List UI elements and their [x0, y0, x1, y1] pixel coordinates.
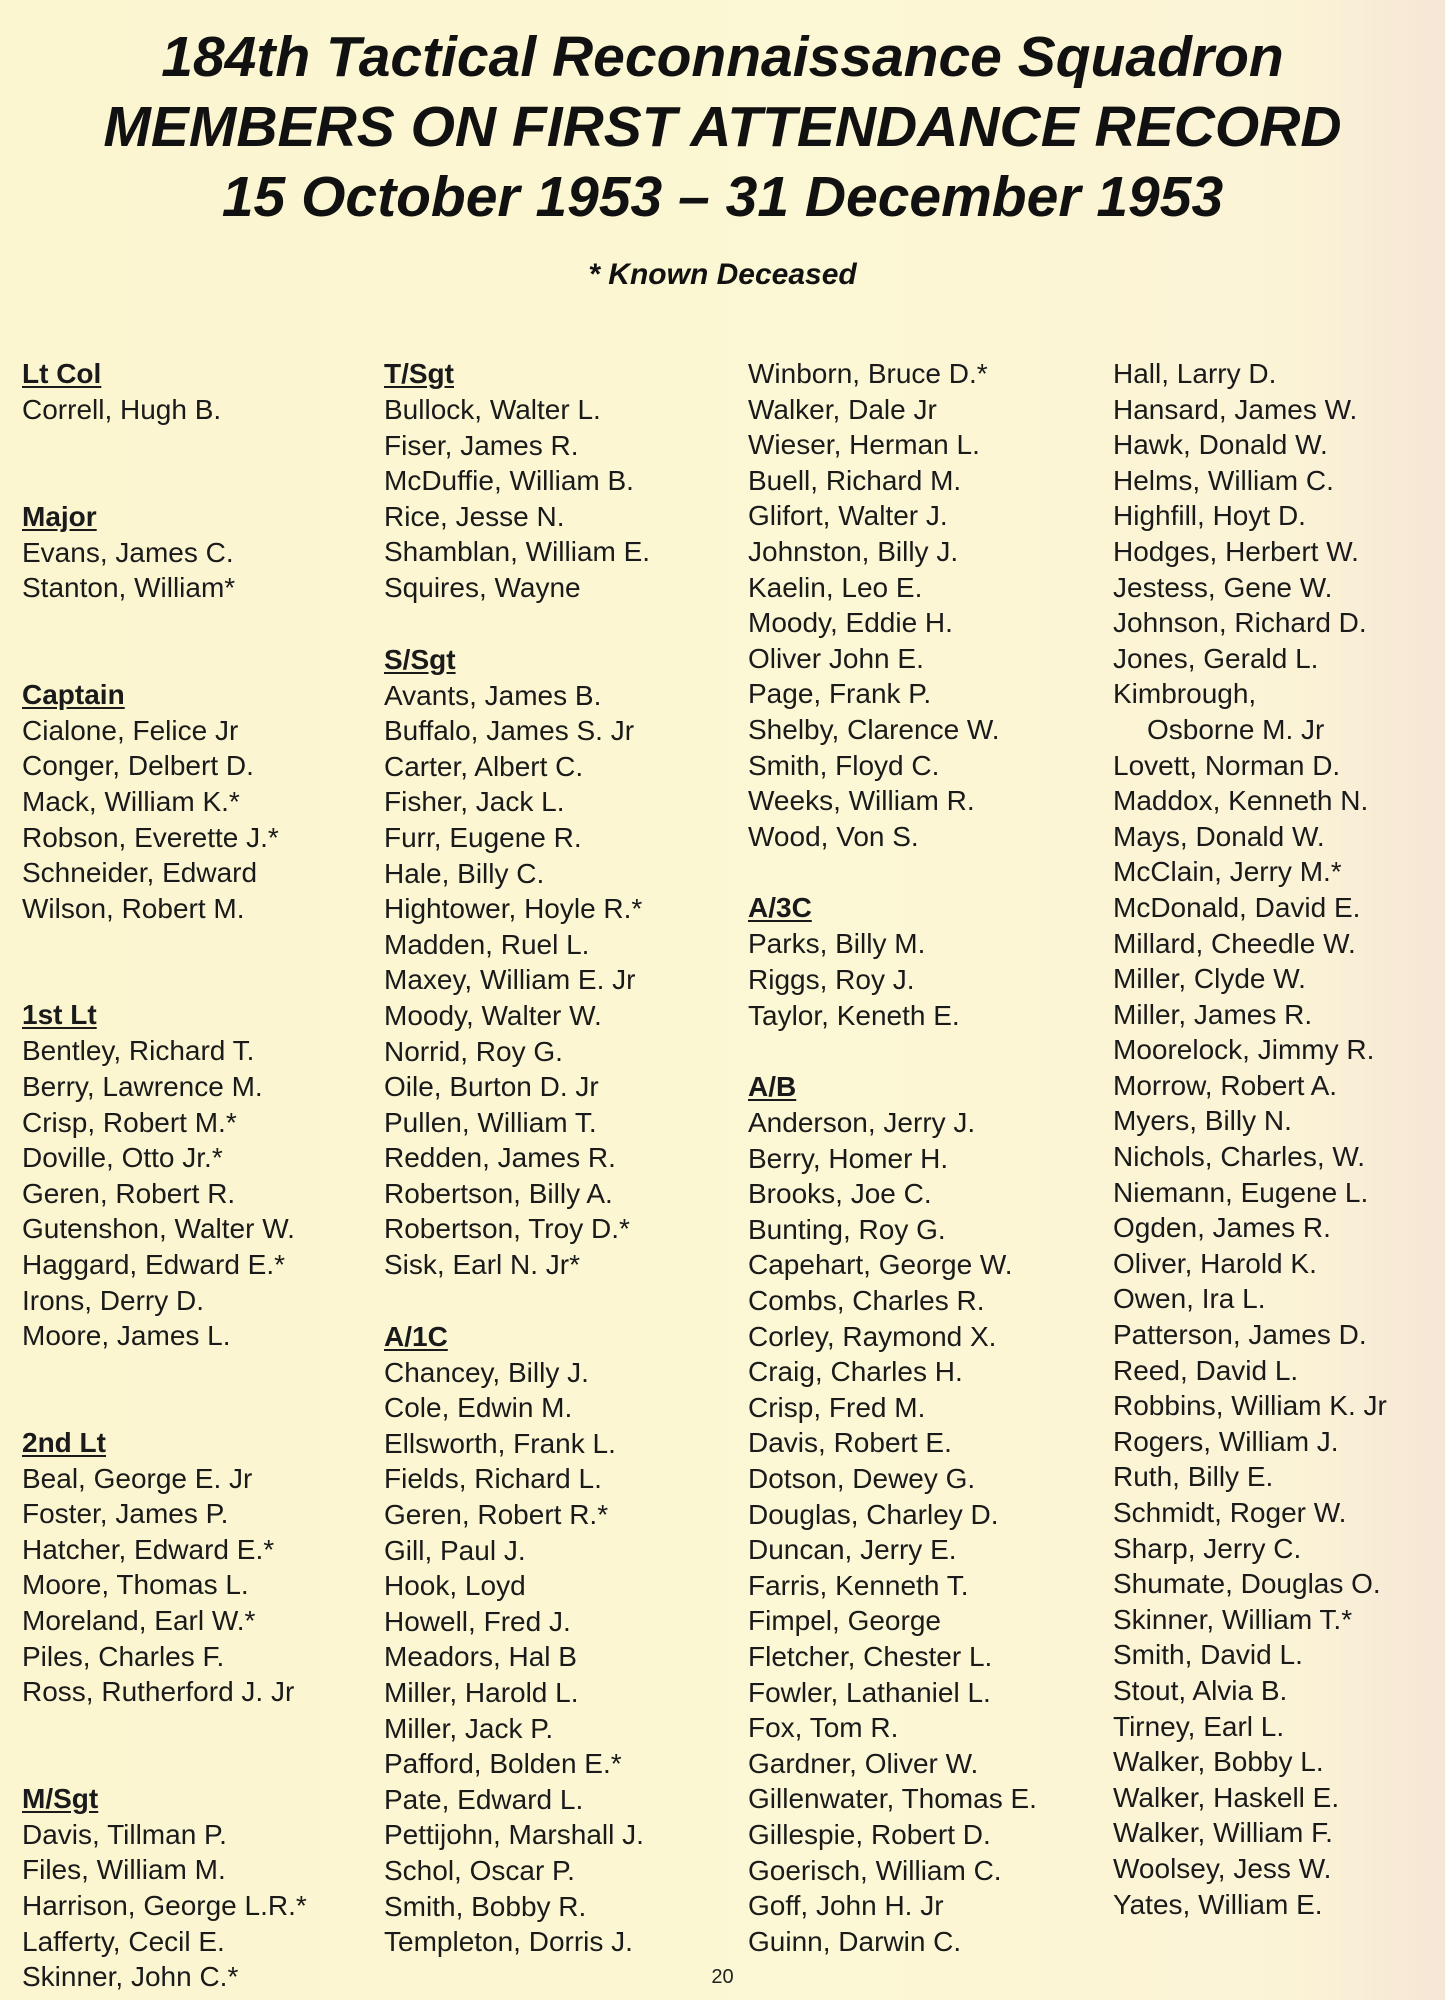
member-name: Moore, James L.: [22, 1320, 231, 1352]
member-name: Stout, Alvia B.: [1113, 1674, 1288, 1706]
member-name: Robertson, Troy D.*: [384, 1213, 630, 1245]
member-name: Walker, Dale Jr: [748, 393, 937, 425]
member-name: Morrow, Robert A.: [1113, 1069, 1338, 1101]
member-name: Files, William M.: [22, 1854, 226, 1886]
column-4: [1113, 356, 1445, 1922]
member-name: Haggard, Edward E.*: [22, 1248, 286, 1280]
rank-heading: Captain: [22, 678, 125, 710]
member-name: Lovett, Norman D.: [1113, 749, 1341, 781]
member-name: Cialone, Felice Jr: [22, 714, 239, 746]
member-name: Avants, James B.: [384, 679, 602, 711]
member-name: Farris, Kenneth T.: [748, 1569, 969, 1601]
group-spacer: [22, 1354, 382, 1425]
member-name: Norrid, Roy G.: [384, 1035, 563, 1067]
member-name: Ruth, Billy E.: [1113, 1461, 1274, 1493]
member-name: Woolsey, Jess W.: [1113, 1852, 1332, 1884]
member-name: Davis, Tillman P.: [22, 1818, 227, 1850]
member-name: Douglas, Charley D.: [748, 1498, 999, 1530]
member-name: McDonald, David E.: [1113, 891, 1361, 923]
member-name: Bentley, Richard T.: [22, 1035, 255, 1067]
member-name: Shumate, Douglas O.: [1113, 1568, 1381, 1600]
member-name: Goerisch, William C.: [748, 1854, 1002, 1886]
member-name: Hook, Loyd: [384, 1570, 526, 1602]
member-name: Niemann, Eugene L.: [1113, 1176, 1369, 1208]
member-name: Shamblan, William E.: [384, 536, 651, 568]
member-name: Crisp, Robert M.*: [22, 1106, 237, 1138]
member-name: McDuffie, William B.: [384, 465, 634, 497]
member-name: Buell, Richard M.: [748, 464, 962, 496]
column-2: [384, 356, 744, 1960]
member-name: Bullock, Walter L.: [384, 394, 601, 425]
member-name: Moody, Eddie H.: [748, 607, 953, 639]
member-name: Correll, Hugh B.: [22, 394, 222, 425]
member-name: Johnson, Richard D.: [1113, 607, 1367, 639]
member-name: Helms, William C.: [1113, 464, 1334, 496]
member-name: Millard, Cheedle W.: [1113, 927, 1356, 959]
member-name: Fowler, Lathaniel L.: [748, 1676, 991, 1708]
member-name: Moody, Walter W.: [384, 999, 602, 1031]
title-line-1: 184th Tactical Reconnaissance Squadron: [161, 25, 1284, 89]
member-name: Anderson, Jerry J.: [748, 1107, 976, 1139]
rank-heading: A/B: [748, 1071, 797, 1103]
member-name: Fields, Richard L.: [384, 1463, 602, 1495]
member-name: Patterson, James D.: [1113, 1319, 1367, 1351]
group-spacer: [22, 428, 382, 499]
member-name: Pate, Edward L.: [384, 1783, 584, 1815]
member-name: Gillespie, Robert D.: [748, 1818, 991, 1850]
member-name: Carter, Albert C.: [384, 750, 584, 782]
group-spacer: [748, 1033, 1108, 1069]
member-name: Parks, Billy M.: [748, 928, 926, 960]
group-spacer: [22, 926, 382, 997]
member-name: Meadors, Hal B: [384, 1641, 577, 1673]
page-title: [0, 22, 1445, 232]
column-3: [748, 356, 1108, 1959]
group-spacer: [384, 1283, 744, 1319]
member-name: Pullen, William T.: [384, 1106, 597, 1138]
member-name: Fimpel, George: [748, 1605, 941, 1637]
member-name: Maddox, Kenneth N.: [1113, 785, 1369, 817]
member-name: Craig, Charles H.: [748, 1356, 963, 1388]
column-1: [22, 356, 382, 1995]
member-name: Walker, Haskell E.: [1113, 1781, 1340, 1813]
member-name: Moreland, Earl W.*: [22, 1605, 256, 1637]
member-name: Piles, Charles F.: [22, 1640, 225, 1672]
member-name: Moore, Thomas L.: [22, 1569, 249, 1601]
member-name: Templeton, Dorris J.: [384, 1926, 633, 1958]
member-name: Robbins, William K. Jr: [1113, 1390, 1387, 1422]
member-name: Ogden, James R.: [1113, 1212, 1331, 1244]
member-name: Conger, Delbert D.: [22, 750, 254, 782]
member-name: Wieser, Herman L.: [748, 429, 980, 461]
member-name: Lafferty, Cecil E.: [22, 1925, 225, 1957]
member-name: Rogers, William J.: [1113, 1425, 1339, 1457]
member-name: Kaelin, Leo E.: [748, 571, 923, 603]
title-line-2: MEMBERS ON FIRST ATTENDANCE RECORD: [103, 95, 1342, 159]
member-name: Gillenwater, Thomas E.: [748, 1783, 1037, 1815]
member-name: Dotson, Dewey G.: [748, 1463, 976, 1495]
member-name: Madden, Ruel L.: [384, 928, 590, 960]
member-name: Kimbrough,: [1113, 678, 1257, 710]
member-name: Brooks, Joe C.: [748, 1178, 932, 1210]
member-name: Wood, Von S.: [748, 820, 919, 852]
member-name: Robson, Everette J.*: [22, 821, 279, 853]
member-name: Miller, James R.: [1113, 998, 1313, 1030]
title-line-3: 15 October 1953 – 31 December 1953: [221, 165, 1224, 229]
member-name: Geren, Robert R.*: [384, 1499, 609, 1531]
member-name: McClain, Jerry M.*: [1113, 856, 1342, 888]
member-name: Ellsworth, Frank L.: [384, 1427, 616, 1459]
member-name: Gardner, Oliver W.: [748, 1747, 979, 1779]
member-name: Johnston, Billy J.: [748, 535, 959, 567]
member-name: Combs, Charles R.: [748, 1285, 985, 1317]
member-name: Owen, Ira L.: [1113, 1283, 1266, 1315]
rank-heading: T/Sgt: [384, 358, 454, 389]
rank-heading: 1st Lt: [22, 999, 97, 1031]
rank-group: [384, 1319, 744, 1960]
member-name: Schneider, Edward: [22, 857, 258, 889]
member-name: Hatcher, Edward E.*: [22, 1533, 275, 1565]
rank-group: [22, 1781, 382, 1995]
member-name: Harrison, George L.R.*: [22, 1890, 307, 1922]
member-name: Chancey, Billy J.: [384, 1356, 589, 1388]
member-name: Weeks, William R.: [748, 785, 975, 817]
member-name: Jestess, Gene W.: [1113, 571, 1333, 603]
member-name: Osborne M. Jr: [1147, 713, 1325, 745]
member-name: Smith, Floyd C.: [748, 749, 940, 781]
member-name: Hightower, Hoyle R.*: [384, 893, 643, 925]
member-name: Moorelock, Jimmy R.: [1113, 1034, 1375, 1066]
member-name: Rice, Jesse N.: [384, 500, 565, 532]
member-name: Bunting, Roy G.: [748, 1213, 946, 1245]
member-name: Reed, David L.: [1113, 1354, 1299, 1386]
rank-heading: S/Sgt: [384, 643, 456, 675]
member-name: Miller, Jack P.: [384, 1712, 554, 1744]
rank-heading: A/3C: [748, 892, 812, 924]
member-name: Geren, Robert R.: [22, 1177, 236, 1209]
member-name: Skinner, John C.*: [22, 1961, 239, 1993]
member-name: Yates, William E.: [1113, 1888, 1323, 1920]
member-name: Wilson, Robert M.: [22, 892, 245, 924]
member-name: Page, Frank P.: [748, 678, 932, 710]
member-name: Walker, William F.: [1113, 1817, 1333, 1849]
rank-heading: Major: [22, 500, 97, 532]
rank-group: [22, 499, 382, 606]
member-name: Mays, Donald W.: [1113, 820, 1325, 852]
member-name: Fisher, Jack L.: [384, 786, 565, 818]
member-name: Goff, John H. Jr: [748, 1890, 944, 1922]
member-name: Glifort, Walter J.: [748, 500, 948, 532]
member-name: Capehart, George W.: [748, 1249, 1013, 1281]
member-name: Pafford, Bolden E.*: [384, 1748, 622, 1780]
member-name: Myers, Billy N.: [1113, 1105, 1292, 1137]
member-name: Duncan, Jerry E.: [748, 1534, 957, 1566]
member-name: Foster, James P.: [22, 1498, 229, 1530]
rank-group: [1113, 356, 1445, 1922]
member-name: Fiser, James R.: [384, 429, 579, 461]
member-name: Oliver, Harold K.: [1113, 1247, 1317, 1279]
rank-heading: 2nd Lt: [22, 1426, 106, 1458]
rank-group: [748, 1069, 1108, 1959]
member-name: Corley, Raymond X.: [748, 1320, 997, 1352]
rank-group: [22, 997, 382, 1353]
member-name: Howell, Fred J.: [384, 1605, 571, 1637]
member-name: Jones, Gerald L.: [1113, 642, 1319, 674]
member-name: Schmidt, Roger W.: [1113, 1497, 1347, 1528]
member-name: Redden, James R.: [384, 1142, 616, 1174]
rank-group: [22, 356, 382, 428]
member-name: Sisk, Earl N. Jr*: [384, 1249, 581, 1281]
rank-heading: A/1C: [384, 1320, 448, 1352]
member-name: Crisp, Fred M.: [748, 1391, 926, 1423]
member-name: Schol, Oscar P.: [384, 1854, 575, 1886]
rank-group: [748, 890, 1108, 1033]
member-name: Fox, Tom R.: [748, 1712, 899, 1744]
member-name: Skinner, William T.*: [1113, 1603, 1353, 1635]
member-name: Guinn, Darwin C.: [748, 1925, 962, 1957]
rank-heading: Lt Col: [22, 358, 102, 389]
member-name: Gill, Paul J.: [384, 1534, 526, 1566]
group-spacer: [22, 606, 382, 677]
group-spacer: [22, 1710, 382, 1781]
member-name: Evans, James C.: [22, 536, 234, 568]
member-name: Mack, William K.*: [22, 785, 240, 817]
member-name: Walker, Bobby L.: [1113, 1746, 1324, 1778]
rank-group: [384, 356, 744, 606]
member-name: Gutenshon, Walter W.: [22, 1213, 295, 1245]
member-name: Hawk, Donald W.: [1113, 429, 1328, 461]
member-name: Sharp, Jerry C.: [1113, 1532, 1302, 1564]
member-name: Berry, Homer H.: [748, 1142, 949, 1174]
member-name: Hansard, James W.: [1113, 393, 1358, 425]
member-name: Ross, Rutherford J. Jr: [22, 1676, 295, 1708]
member-name: Pettijohn, Marshall J.: [384, 1819, 644, 1851]
member-name: Doville, Otto Jr.*: [22, 1142, 223, 1174]
member-name: Robertson, Billy A.: [384, 1177, 613, 1209]
member-name: Davis, Robert E.: [748, 1427, 952, 1459]
member-name: Stanton, William*: [22, 572, 236, 604]
member-name: Highfill, Hoyt D.: [1113, 500, 1306, 532]
member-name: Smith, David L.: [1113, 1639, 1303, 1671]
member-name: Hale, Billy C.: [384, 857, 545, 889]
member-name: Hall, Larry D.: [1113, 358, 1277, 389]
member-name: Cole, Edwin M.: [384, 1392, 573, 1424]
member-name: Riggs, Roy J.: [748, 963, 915, 995]
member-name: Maxey, William E. Jr: [384, 964, 636, 996]
member-name: Squires, Wayne: [384, 571, 581, 603]
page-number: 20: [711, 1966, 734, 1988]
member-name: Tirney, Earl L.: [1113, 1710, 1285, 1742]
member-name: Berry, Lawrence M.: [22, 1070, 263, 1102]
member-name: Winborn, Bruce D.*: [748, 358, 988, 389]
rank-group: [748, 356, 1108, 854]
member-name: Beal, George E. Jr: [22, 1462, 253, 1494]
member-name: Miller, Clyde W.: [1113, 963, 1306, 995]
member-name: Nichols, Charles, W.: [1113, 1141, 1366, 1173]
rank-group: [22, 677, 382, 927]
member-name: Irons, Derry D.: [22, 1284, 205, 1316]
member-name: Taylor, Keneth E.: [748, 999, 960, 1031]
member-name: Oile, Burton D. Jr: [384, 1071, 599, 1103]
member-name: Smith, Bobby R.: [384, 1890, 587, 1922]
group-spacer: [384, 606, 744, 642]
rank-heading: M/Sgt: [22, 1782, 99, 1814]
member-name: Miller, Harold L.: [384, 1677, 579, 1708]
member-name: Shelby, Clarence W.: [748, 713, 1000, 745]
rank-group: [384, 642, 744, 1283]
member-name: Buffalo, James S. Jr: [384, 715, 635, 747]
member-name: Hodges, Herbert W.: [1113, 535, 1359, 567]
member-name: Fletcher, Chester L.: [748, 1641, 993, 1672]
group-spacer: [748, 854, 1108, 890]
rank-group: [22, 1425, 382, 1710]
deceased-note: * Known Deceased: [588, 258, 857, 291]
member-name: Furr, Eugene R.: [384, 821, 582, 853]
member-name: Oliver John E.: [748, 642, 924, 674]
